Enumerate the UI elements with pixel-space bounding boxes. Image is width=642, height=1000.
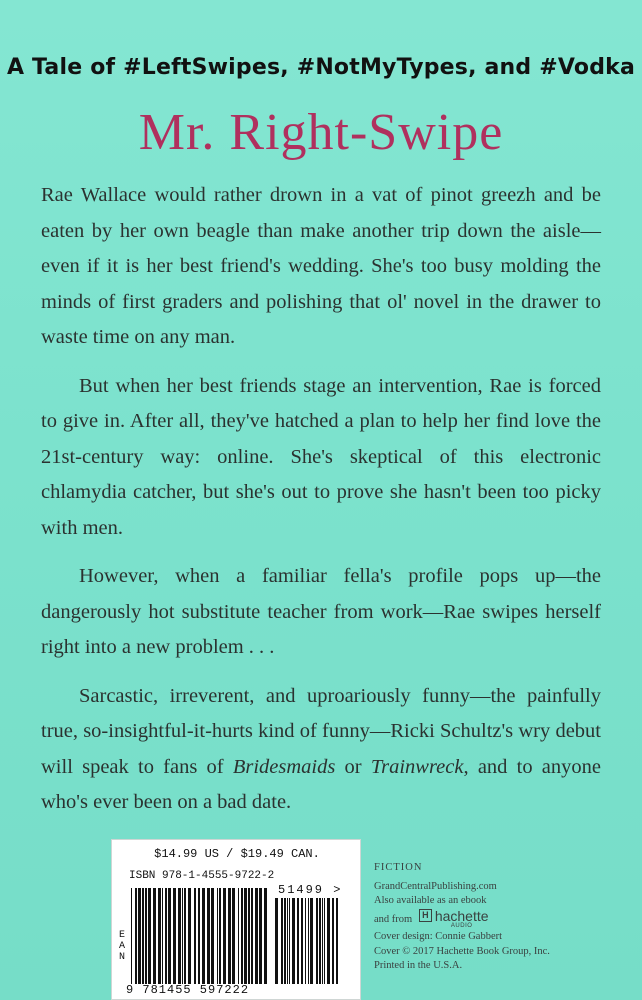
addon-barcode-bar (284, 898, 286, 984)
barcode-bar (184, 888, 186, 984)
barcode-bar (251, 888, 253, 984)
barcode-bar (145, 888, 147, 984)
blurb-paragraph-4 (41, 679, 601, 821)
barcode-bar (158, 888, 161, 984)
addon-barcode-bar (310, 898, 313, 984)
barcode-bar (202, 888, 205, 984)
barcode-bar (223, 888, 226, 984)
price-label: $14.99 US / $19.49 CAN. (154, 847, 320, 861)
barcode-bar (153, 888, 156, 984)
barcode-bar (173, 888, 176, 984)
blurb-paragraph-2: But when her best friends stage an intervention, Rae is forced to give in. After all, they've hatched a plan to help her find love the 21st-century way: online. She's skeptical of this electronic chlamydia catcher, but she's out to prove she hasn't been too picky with men. (41, 374, 601, 539)
blurb-paragraph-3: However, when a familiar fella's profile pops up—the dangerously hot substitute teacher from work—Rae swipes herself right into a new problem . . . (41, 565, 601, 658)
barcode-bar (244, 888, 247, 984)
barcode-bar (188, 888, 191, 984)
barcode-sticker (111, 839, 361, 1000)
barcode-bar (198, 888, 200, 984)
blurb-text: or (335, 755, 371, 778)
audio-prefix: and from (374, 913, 413, 925)
barcode-bar (255, 888, 258, 984)
barcode-bar (259, 888, 262, 984)
hachette-audio-logo (419, 909, 489, 931)
isbn-label: ISBN 978-1-4555-9722-2 (129, 870, 275, 882)
blurb (41, 178, 601, 834)
barcode-bar (138, 888, 141, 984)
addon-barcode-bar (287, 898, 288, 984)
addon-barcode-bar (336, 898, 338, 984)
addon-barcode-bar (322, 898, 323, 984)
tagline: A Tale of #LeftSwipes, #NotMyTypes, and #Vodka (6, 55, 636, 80)
blurb-paragraph-1: Rae Wallace would rather drown in a vat of pinot greezh and be eaten by her own beagle than make another trip down the aisle—even if it is her best friend's wedding. She's too busy molding the minds of first graders and polishing that ol' novel in the drawer to waste time on any man. (41, 184, 601, 348)
addon-barcode-bar (305, 898, 306, 984)
addon-barcode-bar (297, 898, 299, 984)
barcode-bar (264, 888, 267, 984)
hachette-logo-icon: H (419, 909, 432, 922)
hachette-logo-name: hachette (434, 907, 489, 924)
copyright-line: Cover © 2017 Hachette Book Group, Inc. (374, 945, 550, 957)
blurb-text: , and to anyone who's ever been on a bad date. (41, 755, 601, 813)
barcode-bar (194, 888, 196, 984)
barcode-bar (211, 888, 214, 984)
addon-barcode-bar (275, 898, 278, 984)
addon-barcode-bar (308, 898, 309, 984)
barcode-bar (228, 888, 231, 984)
addon-barcode-bar (316, 898, 318, 984)
ean-barcode (131, 888, 267, 984)
barcode-bar (165, 888, 167, 984)
publisher-website: GrandCentralPublishing.com (374, 880, 497, 892)
addon-digits: 51499 > (278, 883, 343, 897)
hachette-logo-audio: AUDIO (450, 923, 473, 929)
film-title-bridesmaids: Bridesmaids (232, 755, 336, 778)
barcode-bar (148, 888, 151, 984)
barcode-bar (207, 888, 210, 984)
barcode-bar (217, 888, 218, 984)
ean-label: EAN (119, 930, 126, 963)
addon-barcode-bar (292, 898, 295, 984)
addon-barcode-bar (324, 898, 325, 984)
barcode-bar (248, 888, 250, 984)
barcode-digits: 9 781455 597222 (126, 983, 250, 997)
addon-barcode-bar (332, 898, 334, 984)
genre-label: FICTION (374, 862, 423, 873)
addon-barcode-bar (289, 898, 290, 984)
blurb-text: Sarcastic, irreverent, and uproariously funny—the painfully true, so-insightful-it-hurts kind of funny—Ricki Schultz's wry debut will speak to fans of (41, 684, 601, 778)
price-addon-barcode (275, 898, 341, 984)
cover-design-credit: Cover design: Connie Gabbert (374, 931, 503, 942)
barcode-bar (162, 888, 163, 984)
barcode-bar (178, 888, 181, 984)
addon-barcode-bar (327, 898, 330, 984)
barcode-bar (131, 888, 132, 984)
barcode-bar (232, 888, 235, 984)
ebook-note: Also available as an ebook (374, 895, 487, 906)
barcode-bar (182, 888, 183, 984)
addon-barcode-bar (301, 898, 303, 984)
barcode-bar (168, 888, 171, 984)
printed-in: Printed in the U.S.A. (374, 960, 463, 971)
barcode-bar (219, 888, 221, 984)
film-title-trainwreck: Trainwreck (370, 755, 464, 778)
publisher-credits (374, 861, 614, 974)
addon-barcode-bar (319, 898, 321, 984)
barcode-bar (241, 888, 243, 984)
barcode-bar (142, 888, 144, 984)
addon-barcode-bar (281, 898, 283, 984)
book-title: Mr. Right-Swipe (138, 104, 504, 161)
audio-note (374, 909, 614, 931)
barcode-bar (238, 888, 239, 984)
barcode-bar (135, 888, 137, 984)
